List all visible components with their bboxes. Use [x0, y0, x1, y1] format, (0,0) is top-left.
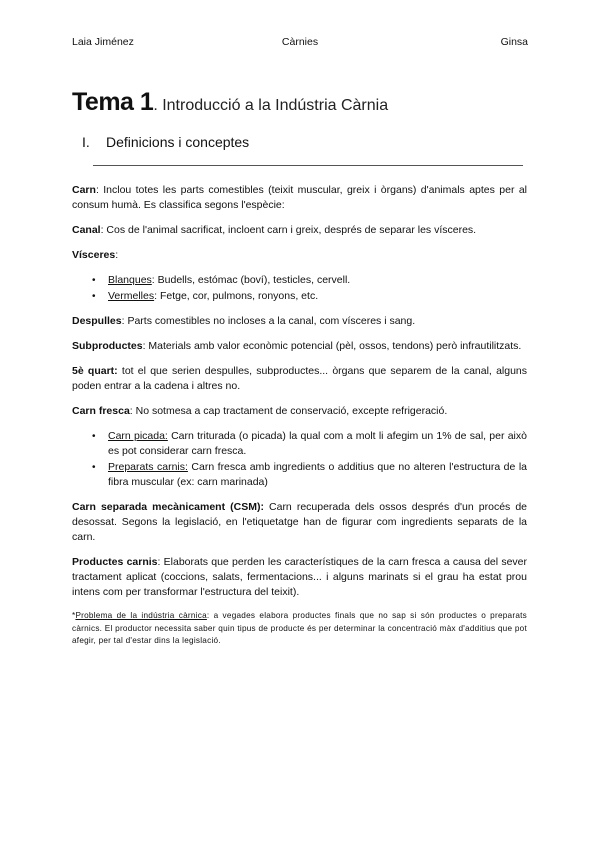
list-item	[108, 429, 527, 459]
item-text: : Fetge, cor, pulmons, ronyons, etc.	[154, 290, 319, 302]
item-text: Carn fresca amb ingredients o additius que no alteren l'estructura de la fibra muscular (ex: carn marinada)	[108, 461, 527, 488]
section-label: Definicions i conceptes	[106, 134, 250, 150]
definition-despulles	[72, 314, 527, 329]
note-term: Problema de la indústria càrnica	[75, 611, 207, 620]
page-header	[72, 36, 528, 50]
section-heading	[82, 134, 249, 150]
header-course: Ginsa	[500, 36, 528, 48]
term: Carn fresca	[72, 405, 130, 417]
visceres-list	[72, 273, 527, 304]
carn-fresca-list	[72, 429, 527, 490]
definition-5e-quart	[72, 364, 527, 394]
title-dot: .	[153, 97, 158, 114]
definition-text: : Parts comestibles no incloses a la canal, com vísceres i sang.	[121, 315, 416, 327]
term: Despulles	[72, 315, 122, 327]
item-term: Vermelles	[108, 290, 155, 302]
term: 5è quart:	[72, 365, 118, 377]
definition-text: Carn recuperada dels ossos després d'un procés de desossat. Segons la legislació, en l'etiquetatge han de figurar com ingredients separats de la carn.	[72, 501, 528, 543]
definition-text: : No sotmesa a cap tractament de conservació, excepte refrigeració.	[129, 405, 448, 417]
header-subject: Càrnies	[281, 36, 319, 48]
definition-canal	[72, 223, 527, 238]
section-divider	[93, 165, 523, 166]
title-main: Tema 1	[72, 88, 154, 116]
item-term: Blanques	[108, 274, 152, 286]
list-item	[108, 460, 527, 490]
list-item	[108, 289, 527, 304]
note-text: : a vegades elabora productes finals que no sap si són productes o preparats càrnics. El productor necessita saber quin tipus de producte és per determinar la concentració màx d'additius que pot afegir, per tal d'estar dins la legislació.	[72, 611, 528, 645]
colon: :	[115, 249, 119, 261]
definition-visceres	[72, 248, 527, 263]
term: Subproductes	[72, 340, 143, 352]
header-author: Laia Jiménez	[72, 36, 134, 48]
definition-csm	[72, 500, 527, 545]
term: Carn separada mecànicament (CSM):	[72, 501, 264, 513]
definition-text: tot el que serien despulles, subproductes... òrgans que separem de la canal, alguns poden entrar a la cadena i altres no.	[72, 365, 528, 392]
page-title	[72, 88, 388, 117]
item-term: Preparats carnis:	[108, 461, 188, 473]
item-text: Carn triturada (o picada) la qual com a molt li afegim un 1% de sal, per això es pot considerar carn fresca.	[108, 430, 527, 457]
term: Vísceres	[72, 249, 116, 261]
definition-productes-carnis	[72, 555, 527, 600]
definition-text: : Inclou totes les parts comestibles (teixit muscular, greix i òrgans) d'animals aptes per al consum humà. Es classifica segons l'espècie:	[72, 184, 527, 211]
item-text: : Budells, estómac (boví), testicles, cervell.	[151, 274, 351, 286]
definition-text: : Cos de l'animal sacrificat, incloent carn i greix, després de separar les vísceres.	[100, 224, 477, 236]
document-body	[72, 183, 527, 658]
term: Productes carnis	[72, 556, 158, 568]
definition-subproductes	[72, 339, 527, 354]
term: Carn	[72, 184, 96, 196]
definition-carn	[72, 183, 527, 213]
section-number: I.	[82, 134, 90, 150]
definition-text: : Elaborats que perden les característiques de la carn fresca a causa del sever tractament aplicat (coccions, salats, fermentacions... i alguns marinats si el grau ha estat prou intens com per transformar l'estructura del teixit).	[72, 556, 527, 598]
definition-text: : Materials amb valor econòmic potencial (pèl, ossos, tendons) però infrautilitzats.	[142, 340, 522, 352]
asterisk: *	[72, 611, 76, 620]
list-item	[108, 273, 527, 288]
definition-carn-fresca	[72, 404, 527, 419]
footnote	[72, 610, 527, 648]
title-subtitle: Introducció a la Indústria Càrnia	[157, 97, 389, 114]
item-term: Carn picada:	[108, 430, 168, 442]
term: Canal	[72, 224, 101, 236]
